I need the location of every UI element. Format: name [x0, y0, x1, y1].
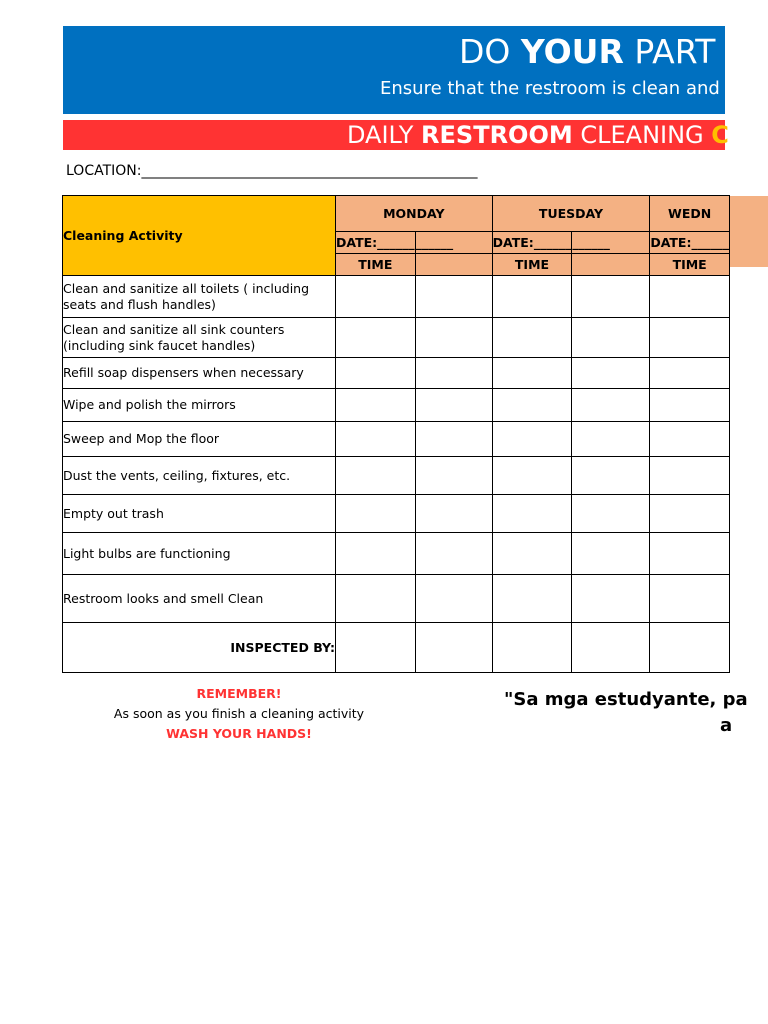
check-cell[interactable]: [572, 457, 650, 495]
check-cell[interactable]: [572, 318, 650, 358]
table-row: [63, 575, 730, 623]
check-cell[interactable]: [415, 495, 492, 533]
table-row: [63, 495, 730, 533]
table-row: [63, 457, 730, 495]
table-row: [63, 276, 730, 318]
signature-cell[interactable]: [572, 623, 650, 673]
table-row: [63, 422, 730, 457]
check-cell[interactable]: [572, 358, 650, 389]
schedule-title: [347, 121, 729, 149]
check-cell[interactable]: [415, 389, 492, 422]
time-blank-monday: [415, 254, 492, 276]
activity-label: Wipe and polish the mirrors: [63, 389, 336, 422]
schedule-title-bar: [63, 120, 729, 150]
date-label: DATE:: [336, 234, 378, 250]
date-monday[interactable]: [336, 232, 416, 254]
check-cell[interactable]: [492, 575, 572, 623]
check-cell[interactable]: [415, 533, 492, 575]
date-monday-cont: ______: [415, 232, 492, 254]
activity-header: Cleaning Activity: [63, 196, 336, 276]
check-cell[interactable]: [572, 389, 650, 422]
check-cell[interactable]: [650, 495, 730, 533]
signature-cell[interactable]: [650, 623, 730, 673]
signature-cell[interactable]: [492, 623, 572, 673]
signature-cell[interactable]: [415, 623, 492, 673]
check-cell[interactable]: [336, 457, 416, 495]
check-cell[interactable]: [415, 358, 492, 389]
check-cell[interactable]: [572, 276, 650, 318]
bar-post: CLEANING: [572, 121, 712, 149]
remember-action: WASH YOUR HANDS!: [166, 726, 312, 741]
check-cell[interactable]: [336, 422, 416, 457]
check-cell[interactable]: [336, 276, 416, 318]
check-cell[interactable]: [492, 358, 572, 389]
banner-subtitle: Ensure that the restroom is clean and: [380, 78, 720, 99]
check-cell[interactable]: [415, 457, 492, 495]
table-row: [63, 389, 730, 422]
date-label: DATE:: [492, 234, 534, 250]
activity-label: Restroom looks and smell Clean: [63, 575, 336, 623]
time-tuesday: TIME: [492, 254, 572, 276]
check-cell[interactable]: [572, 422, 650, 457]
check-cell[interactable]: [650, 533, 730, 575]
time-monday: TIME: [336, 254, 416, 276]
inspected-by-label: INSPECTED BY:: [63, 623, 336, 673]
table-row: [63, 533, 730, 575]
check-cell[interactable]: [492, 495, 572, 533]
title-pre: DO: [459, 32, 521, 71]
check-cell[interactable]: [650, 575, 730, 623]
bar-pre: DAILY: [347, 121, 422, 149]
date-line: ______: [691, 234, 729, 250]
check-cell[interactable]: [415, 422, 492, 457]
activity-label: Empty out trash: [63, 495, 336, 533]
time-blank-tuesday: [572, 254, 650, 276]
check-cell[interactable]: [650, 276, 730, 318]
check-cell[interactable]: [650, 318, 730, 358]
check-cell[interactable]: [336, 358, 416, 389]
quote-line-1: "Sa mga estudyante, pa: [504, 689, 748, 710]
date-label: DATE:: [650, 234, 692, 250]
date-wednesday[interactable]: [650, 232, 730, 254]
date-line: ______: [377, 234, 415, 250]
location-field[interactable]: LOCATION:________________________________________________: [66, 163, 478, 179]
header-banner: [63, 26, 725, 114]
date-tuesday-cont: ______: [572, 232, 650, 254]
time-wednesday: TIME: [650, 254, 730, 276]
check-cell[interactable]: [572, 533, 650, 575]
check-cell[interactable]: [492, 276, 572, 318]
title-bold: YOUR: [520, 32, 624, 71]
activity-label: Dust the vents, ceiling, fixtures, etc.: [63, 457, 336, 495]
check-cell[interactable]: [492, 422, 572, 457]
day-wednesday: WEDN: [650, 196, 730, 232]
check-cell[interactable]: [415, 318, 492, 358]
remember-note: [63, 684, 415, 744]
bar-cut: C: [711, 121, 729, 149]
check-cell[interactable]: [336, 389, 416, 422]
banner-title: [459, 32, 715, 72]
table-row: [63, 358, 730, 389]
check-cell[interactable]: [336, 495, 416, 533]
check-cell[interactable]: [336, 575, 416, 623]
check-cell[interactable]: [650, 457, 730, 495]
activity-label: Sweep and Mop the floor: [63, 422, 336, 457]
activity-label: Clean and sanitize all sink counters (including sink faucet handles): [63, 318, 336, 358]
day-monday: MONDAY: [336, 196, 493, 232]
check-cell[interactable]: [492, 533, 572, 575]
check-cell[interactable]: [336, 318, 416, 358]
check-cell[interactable]: [415, 575, 492, 623]
check-cell[interactable]: [336, 533, 416, 575]
activity-label: Clean and sanitize all toilets ( including seats and flush handles): [63, 276, 336, 318]
cleaning-table: [62, 195, 730, 673]
check-cell[interactable]: [492, 318, 572, 358]
day-tuesday: TUESDAY: [492, 196, 650, 232]
check-cell[interactable]: [650, 389, 730, 422]
check-cell[interactable]: [415, 276, 492, 318]
check-cell[interactable]: [650, 422, 730, 457]
activity-label: Refill soap dispensers when necessary: [63, 358, 336, 389]
check-cell[interactable]: [650, 358, 730, 389]
check-cell[interactable]: [572, 575, 650, 623]
signature-cell[interactable]: [336, 623, 416, 673]
table-row: [63, 623, 730, 673]
activity-label: Light bulbs are functioning: [63, 533, 336, 575]
check-cell[interactable]: [492, 457, 572, 495]
bar-bold: RESTROOM: [421, 121, 573, 149]
quote-line-2: a: [720, 715, 733, 736]
header-overflow-fill: [726, 196, 768, 267]
remember-title: REMEMBER!: [196, 686, 282, 701]
check-cell[interactable]: [492, 389, 572, 422]
title-post: PART: [623, 32, 716, 71]
date-line: ______: [533, 234, 572, 250]
quote-block: [480, 680, 748, 750]
check-cell[interactable]: [572, 495, 650, 533]
date-tuesday[interactable]: [492, 232, 572, 254]
remember-line: As soon as you finish a cleaning activity: [113, 706, 365, 721]
table-row: [63, 318, 730, 358]
